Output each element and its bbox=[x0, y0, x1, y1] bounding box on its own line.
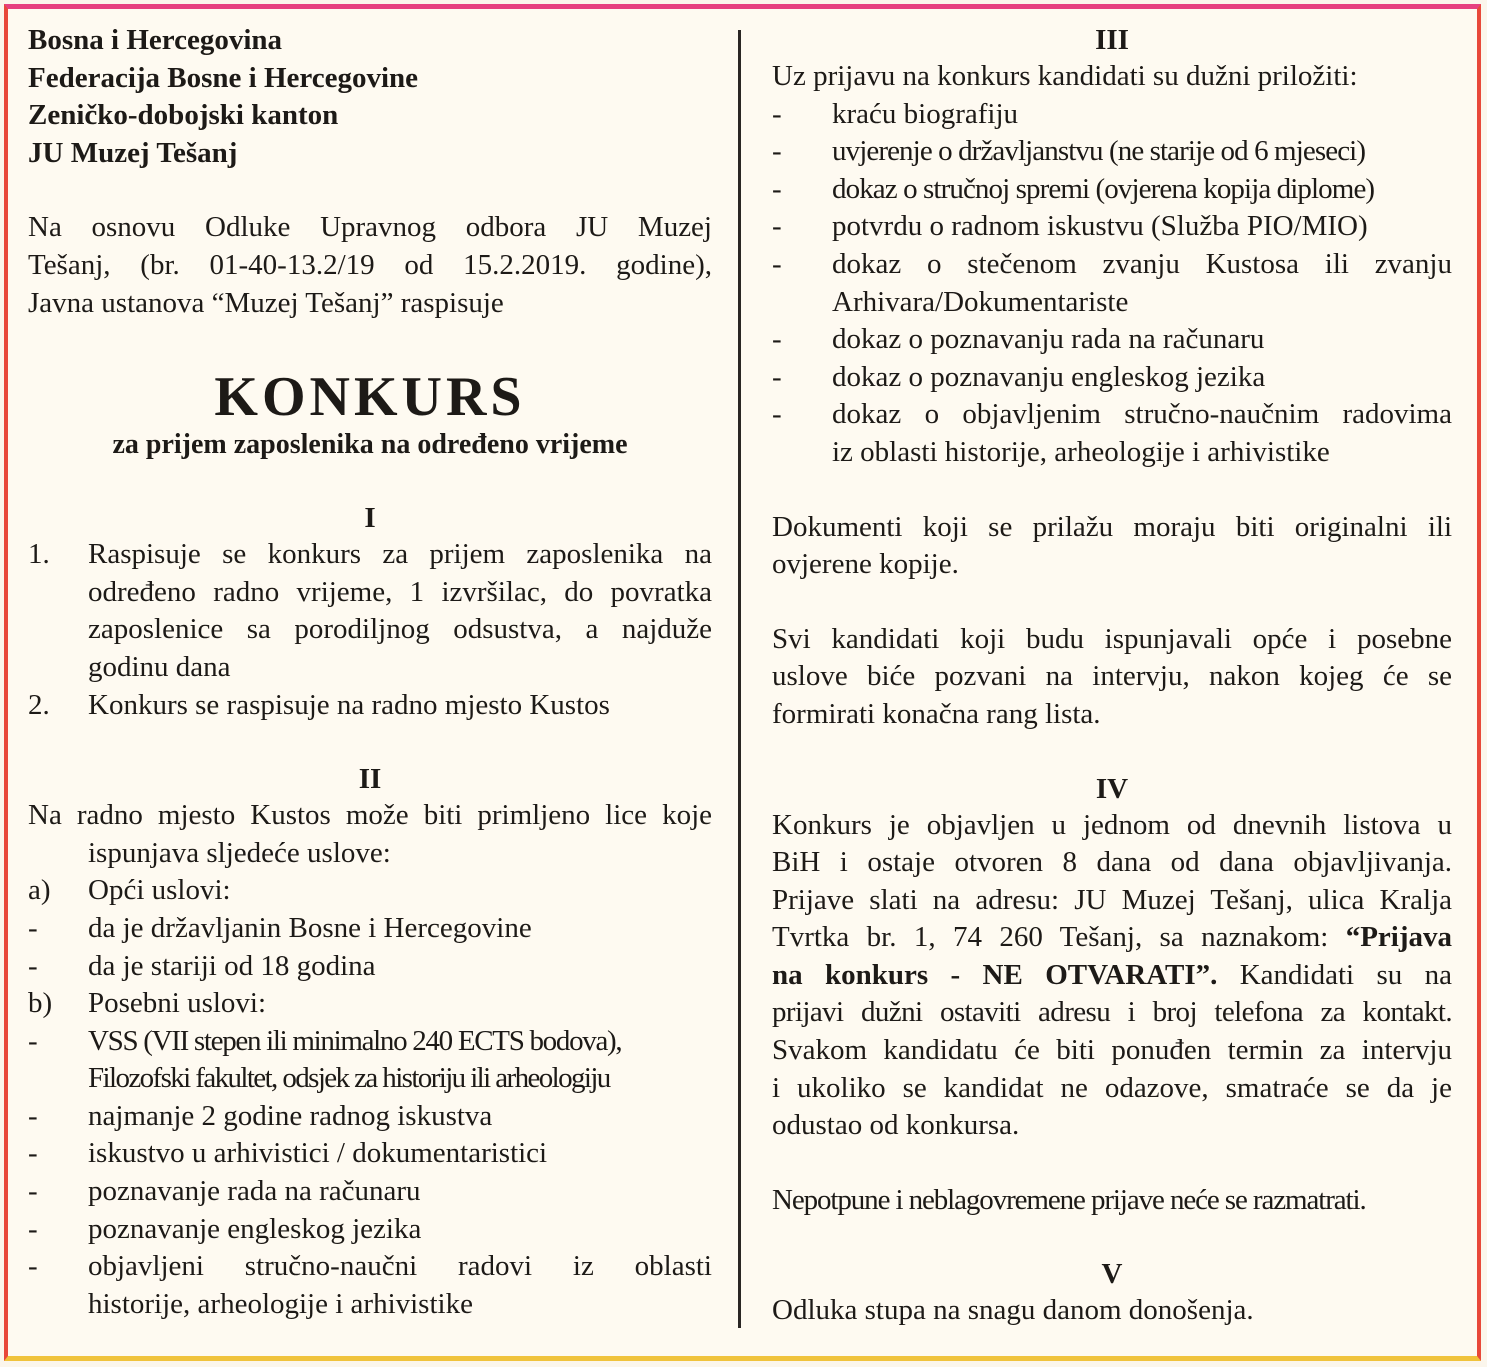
intro-line: Na osnovu Odluke Upravnog odbora JU Muzej bbox=[28, 211, 712, 244]
list-line: iskustvo u arhivistici / dokumentaristici bbox=[88, 1137, 548, 1170]
list-line: kraću biografiju bbox=[832, 97, 1019, 130]
list-line: određeno radno vrijeme, 1 izvršilac, do povratka bbox=[88, 575, 712, 608]
header-country: Bosna i Hercegovina bbox=[28, 24, 283, 56]
spacer bbox=[772, 734, 1452, 771]
list-marker: - bbox=[28, 1212, 38, 1245]
intro-line: Javna ustanova “Muzej Tešanj” raspisuje bbox=[28, 286, 504, 319]
envelope-label: na konkurs - NE OTVARATI”. bbox=[772, 958, 1218, 991]
section2-intro: Na radno mjesto Kustos može biti primljeno lice koje bbox=[28, 799, 712, 832]
list-item bbox=[28, 910, 712, 948]
list-line: potvrdu o radnom iskustvu (Služba PIO/MIO) bbox=[832, 210, 1368, 243]
intro-line: Tešanj, (br. 01-40-13.2/19 od 15.2.2019. godine), bbox=[28, 248, 712, 281]
list-marker: - bbox=[772, 247, 782, 280]
list-marker: - bbox=[28, 911, 38, 944]
list-marker: - bbox=[772, 323, 782, 356]
list-item bbox=[28, 1023, 712, 1098]
list-marker: - bbox=[772, 97, 782, 130]
spacer bbox=[772, 1145, 1452, 1182]
list-line: Raspisuje se konkurs za prijem zaposlenika na bbox=[88, 538, 712, 571]
list-line: dokaz o poznavanju engleskog jezika bbox=[832, 360, 1266, 393]
list-item bbox=[28, 1211, 712, 1249]
list-line: poznavanje engleskog jezika bbox=[88, 1212, 422, 1245]
list-marker: - bbox=[28, 1137, 38, 1170]
list-marker: - bbox=[28, 1099, 38, 1132]
list-line: Arhivara/Dokumentariste bbox=[832, 285, 1129, 318]
list-marker: - bbox=[28, 949, 38, 982]
institution-header bbox=[28, 22, 712, 172]
section4-line: prijavi dužni ostaviti adresu i broj telefona za kontakt. bbox=[772, 996, 1452, 1029]
list-item bbox=[772, 171, 1452, 209]
list-item bbox=[772, 396, 1452, 471]
list-item bbox=[28, 536, 712, 686]
list-line: objavljeni stručno-naučni radovi iz oblasti bbox=[88, 1250, 712, 1283]
candidates-text: Kandidati su na bbox=[1217, 958, 1452, 991]
header-federation: Federacija Bosne i Hercegovine bbox=[28, 61, 419, 94]
list-line: poznavanje rada na računaru bbox=[88, 1175, 421, 1208]
spacer bbox=[28, 172, 712, 209]
list-marker: - bbox=[28, 1175, 38, 1208]
spacer bbox=[28, 463, 712, 500]
list-marker: - bbox=[28, 1250, 38, 1283]
list-marker: 1. bbox=[28, 538, 50, 571]
list-marker: b) bbox=[28, 987, 53, 1020]
list-marker: - bbox=[772, 360, 782, 393]
page-subtitle: za prijem zaposlenika na određeno vrijeme bbox=[112, 429, 628, 461]
section4-line bbox=[772, 957, 1452, 995]
section4-line: Prijave slati na adresu: JU Muzej Tešanj, ulica Kralja bbox=[772, 883, 1452, 916]
intro-paragraph bbox=[28, 209, 712, 322]
list-line: dokaz o stručnoj spremi (ovjerena kopija diplome) bbox=[832, 172, 1375, 205]
section-heading-5: V bbox=[1101, 1258, 1123, 1291]
section5-text: Odluka stupa na snagu danom donošenja. bbox=[772, 1294, 1254, 1327]
list-line: Filozofski fakultet, odsjek za historiju ili arheologiju bbox=[88, 1062, 610, 1095]
spacer bbox=[28, 724, 712, 761]
list-line: VSS (VII stepen ili minimalno 240 ECTS bodova), bbox=[88, 1024, 622, 1057]
left-column bbox=[28, 22, 712, 1323]
sublist-label: Posebni uslovi: bbox=[88, 987, 267, 1020]
section2-intro: ispunjava sljedeće uslove: bbox=[88, 836, 391, 869]
documents-paragraph-line: Dokumenti koji se prilažu moraju biti originalni ili bbox=[772, 510, 1452, 543]
header-institution: JU Muzej Tešanj bbox=[28, 136, 238, 169]
section4-line: Konkurs je objavljen u jednom od dnevnih listova u bbox=[772, 808, 1452, 841]
list-line: uvjerenje o državljanstvu (ne starije od 6 mjeseci) bbox=[832, 135, 1366, 168]
documents-paragraph-line: ovjerene kopije. bbox=[772, 548, 959, 581]
list-item bbox=[28, 872, 712, 910]
list-marker: - bbox=[772, 398, 782, 431]
list-marker: - bbox=[28, 1024, 38, 1057]
list-marker: a) bbox=[28, 874, 51, 907]
list-line: da je stariji od 18 godina bbox=[88, 949, 376, 982]
list-item bbox=[28, 1173, 712, 1211]
section4-line: Svakom kandidatu će biti ponuđen termin za intervju bbox=[772, 1034, 1452, 1067]
spacer bbox=[772, 1219, 1452, 1256]
list-line: dokaz o stečenom zvanju Kustosa ili zvanju bbox=[832, 247, 1452, 280]
candidates-paragraph-line: formirati konačna rang lista. bbox=[772, 697, 1101, 730]
section3-intro: Uz prijavu na konkurs kandidati su dužni priložiti: bbox=[772, 60, 1358, 92]
list-line: Konkurs se raspisuje na radno mjesto Kustos bbox=[88, 688, 610, 721]
list-marker: - bbox=[772, 135, 782, 168]
list-item bbox=[772, 133, 1452, 171]
section4-line: odustao od konkursa. bbox=[772, 1109, 1020, 1142]
right-column bbox=[772, 22, 1452, 1330]
page-title: KONKURS bbox=[214, 366, 526, 429]
list-marker: - bbox=[772, 172, 782, 205]
list-line: godinu dana bbox=[88, 650, 231, 683]
list-item bbox=[28, 948, 712, 986]
list-item bbox=[28, 1135, 712, 1173]
header-canton: Zeničko-dobojski kanton bbox=[28, 99, 339, 132]
list-item bbox=[772, 321, 1452, 359]
list-item bbox=[772, 208, 1452, 246]
column-divider bbox=[738, 30, 741, 1328]
list-line: da je državljanin Bosne i Hercegovine bbox=[88, 911, 532, 944]
section4-line bbox=[772, 919, 1452, 957]
list-line: najmanje 2 godine radnog iskustva bbox=[88, 1099, 493, 1132]
list-item bbox=[28, 985, 712, 1023]
incomplete-applications-note: Nepotpune i neblagovremene prijave neće se razmatrati. bbox=[772, 1183, 1366, 1216]
list-line: dokaz o poznavanju rada na računaru bbox=[832, 323, 1265, 356]
list-item bbox=[28, 1098, 712, 1136]
spacer bbox=[772, 472, 1452, 509]
list-line: iz oblasti historije, arheologije i arhivistike bbox=[832, 435, 1330, 468]
section-heading-3: III bbox=[1095, 24, 1129, 56]
list-item bbox=[772, 96, 1452, 134]
list-item bbox=[28, 1248, 712, 1323]
list-item bbox=[28, 687, 712, 725]
sublist-label: Opći uslovi: bbox=[88, 874, 231, 907]
envelope-label: “Prijava bbox=[1345, 921, 1452, 954]
list-marker: - bbox=[772, 210, 782, 243]
section-heading-2: II bbox=[358, 763, 382, 796]
spacer bbox=[772, 584, 1452, 621]
section-heading-4: IV bbox=[1095, 772, 1129, 805]
list-marker: 2. bbox=[28, 688, 50, 721]
candidates-paragraph-line: uslove biće pozvani na intervju, nakon kojeg će se bbox=[772, 660, 1452, 693]
candidates-paragraph-line: Svi kandidati koji budu ispunjavali opće i posebne bbox=[772, 622, 1452, 655]
list-item bbox=[772, 246, 1452, 321]
list-line: zaposlenice sa porodiljnog odsustva, a najduže bbox=[88, 613, 712, 646]
section4-line: BiH i ostaje otvoren 8 dana od dana objavljivanja. bbox=[772, 846, 1452, 879]
spacer bbox=[28, 322, 712, 359]
list-line: dokaz o objavljenim stručno-naučnim radovima bbox=[832, 398, 1452, 431]
list-line: historije, arheologije i arhivistike bbox=[88, 1287, 473, 1320]
address-text: Tvrtka br. 1, 74 260 Tešanj, sa naznakom: bbox=[772, 921, 1346, 954]
section4-line: i ukoliko se kandidat ne odazove, smatraće se da je bbox=[772, 1071, 1452, 1104]
list-item bbox=[772, 359, 1452, 397]
section-heading-1: I bbox=[364, 502, 376, 535]
